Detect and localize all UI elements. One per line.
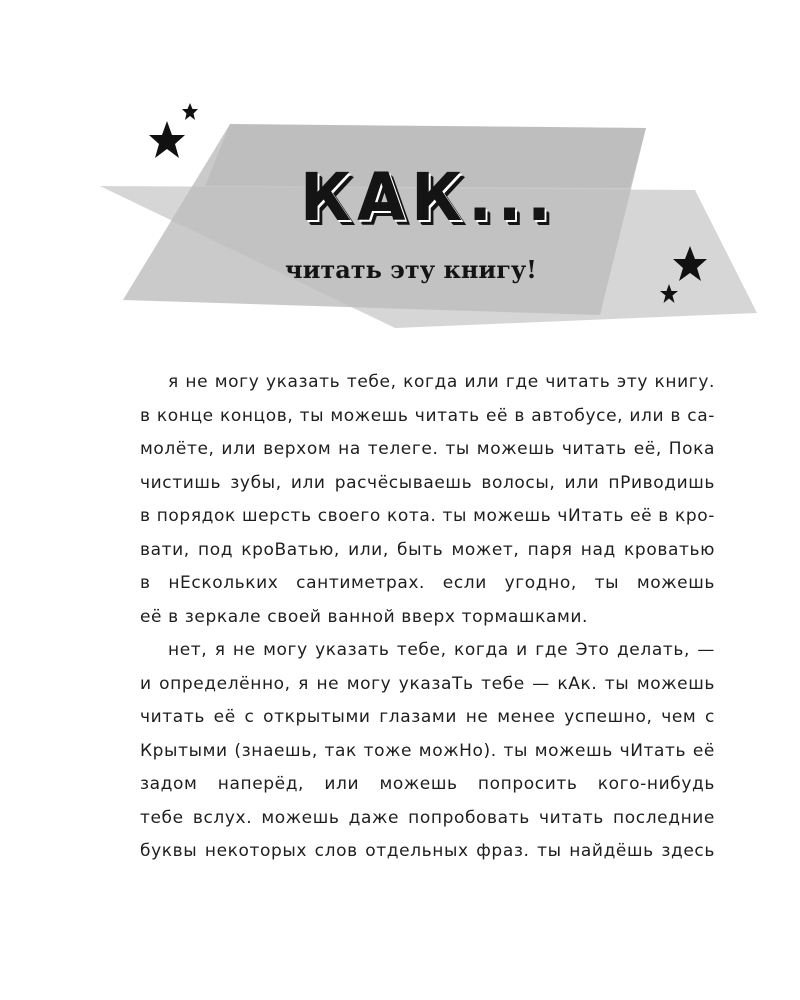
text-line: буквы некоторых слов отдельных фраз. ты найдёшь здесь: [140, 841, 715, 861]
text-line: её в зеркале своей ванной вверх тормашками.: [140, 606, 589, 627]
text-line: Крытыми (знаешь, так тоже можНо). ты можешь чИтать её: [140, 740, 715, 761]
text-line: чистишь зубы, или расчёсываешь волосы, или пРиводишь: [140, 472, 715, 493]
text-line: тебе вслух. можешь даже попробовать читать последние: [140, 807, 715, 828]
page-subtitle: читать эту книгу!: [285, 255, 537, 284]
star-icon: [182, 103, 198, 120]
text-line: задом наперёд, или можешь попросить кого-нибудь: [140, 774, 715, 794]
page-title: КАК...: [300, 159, 557, 236]
text-line: молёте, или верхом на телеге. ты можешь читать её, Пока: [140, 439, 715, 459]
body-text: [140, 366, 715, 869]
text-line: в конце концов, ты можешь читать её в автобусе, или в са-: [140, 405, 715, 426]
text-line: в нЕскольких сантиметрах. если угодно, ты можешь: [140, 573, 715, 593]
text-line: в порядок шерсть своего кота. ты можешь чИтать её в кро-: [140, 506, 715, 526]
text-line: и определённо, я не могу указаТь тебе — кАк. ты можешь: [140, 673, 715, 694]
text-line: я не могу указать тебе, когда или где читать эту книгу.: [168, 372, 715, 392]
text-line: читать её с открытыми глазами не менее успешно, чем с: [140, 707, 715, 727]
text-line: вати, под кроВатью, или, быть может, паря над кроватью: [140, 539, 715, 560]
star-icon: [149, 121, 185, 158]
text-line: нет, я не могу указать тебе, когда и где Это делать, —: [168, 640, 715, 660]
